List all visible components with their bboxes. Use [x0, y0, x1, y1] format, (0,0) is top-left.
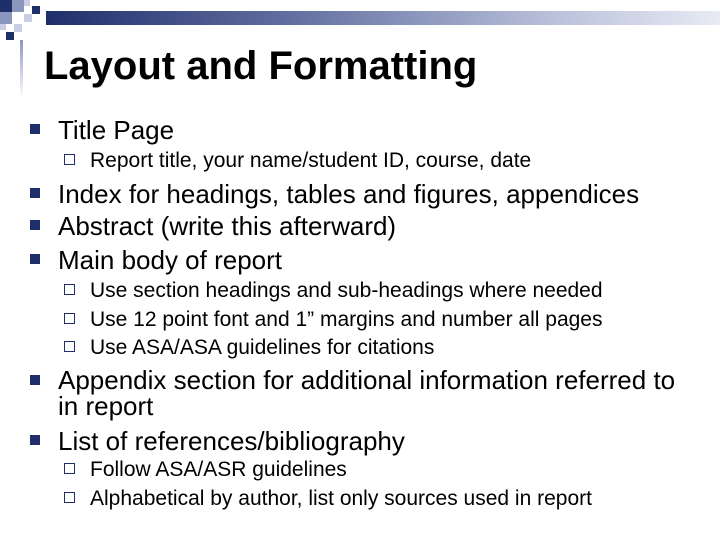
checkbox-bullet-icon: [64, 284, 75, 295]
checkbox-bullet-icon: [64, 154, 75, 165]
decor-square: [12, 0, 24, 12]
bullet-item: [58, 116, 174, 144]
bullet-text: Index for headings, tables and figures, appendices: [58, 179, 640, 209]
sub-bullet-item: [90, 458, 347, 482]
slide-title: Layout and Formatting: [44, 44, 478, 88]
square-bullet-icon: [30, 188, 40, 198]
decor-square: [24, 14, 32, 22]
sub-bullet-text: Use ASA/ASA guidelines for citations: [90, 336, 435, 359]
bullet-text: List of references/bibliography: [58, 426, 405, 456]
square-bullet-icon: [30, 220, 40, 230]
square-bullet-icon: [30, 435, 40, 445]
checkbox-bullet-icon: [64, 492, 75, 503]
decor-square: [0, 24, 6, 30]
sub-bullet-text: Use section headings and sub-headings where needed: [90, 279, 603, 302]
sub-bullet-item: [90, 336, 434, 360]
bullet-item: [58, 367, 698, 419]
bullet-item: [58, 246, 282, 274]
sub-bullet-item: [90, 279, 603, 303]
bullet-item: [58, 212, 396, 240]
decor-square: [32, 6, 40, 14]
square-bullet-icon: [30, 375, 40, 385]
sub-bullet-text: Follow ASA/ASR guidelines: [90, 458, 347, 481]
bullet-text: Title Page: [58, 115, 175, 145]
side-gradient-band: [20, 40, 23, 98]
decor-square: [0, 0, 12, 12]
sub-bullet-text: Use 12 point font and 1” margins and number all pages: [90, 308, 603, 331]
sub-bullet-item: [90, 149, 531, 173]
decor-square: [14, 24, 22, 32]
sub-bullet-item: [90, 487, 592, 511]
decor-square: [12, 12, 24, 24]
square-bullet-icon: [30, 254, 40, 264]
checkbox-bullet-icon: [64, 341, 75, 352]
decor-square: [6, 32, 14, 40]
decor-square: [24, 0, 30, 6]
sub-bullet-text: Alphabetical by author, list only sources used in report: [90, 487, 592, 510]
decor-square: [0, 12, 12, 24]
top-gradient-band: [46, 11, 720, 25]
checkbox-bullet-icon: [64, 313, 75, 324]
bullet-text: Main body of report: [58, 245, 283, 275]
bullet-text: Appendix section for additional information referred to in report: [58, 365, 676, 421]
square-bullet-icon: [30, 124, 40, 134]
bullet-text: Abstract (write this afterward): [58, 211, 397, 241]
bullet-item: [58, 427, 405, 455]
sub-bullet-text: Report title, your name/student ID, course, date: [90, 149, 532, 172]
bullet-item: [58, 180, 639, 208]
checkbox-bullet-icon: [64, 463, 75, 474]
sub-bullet-item: [90, 308, 602, 332]
